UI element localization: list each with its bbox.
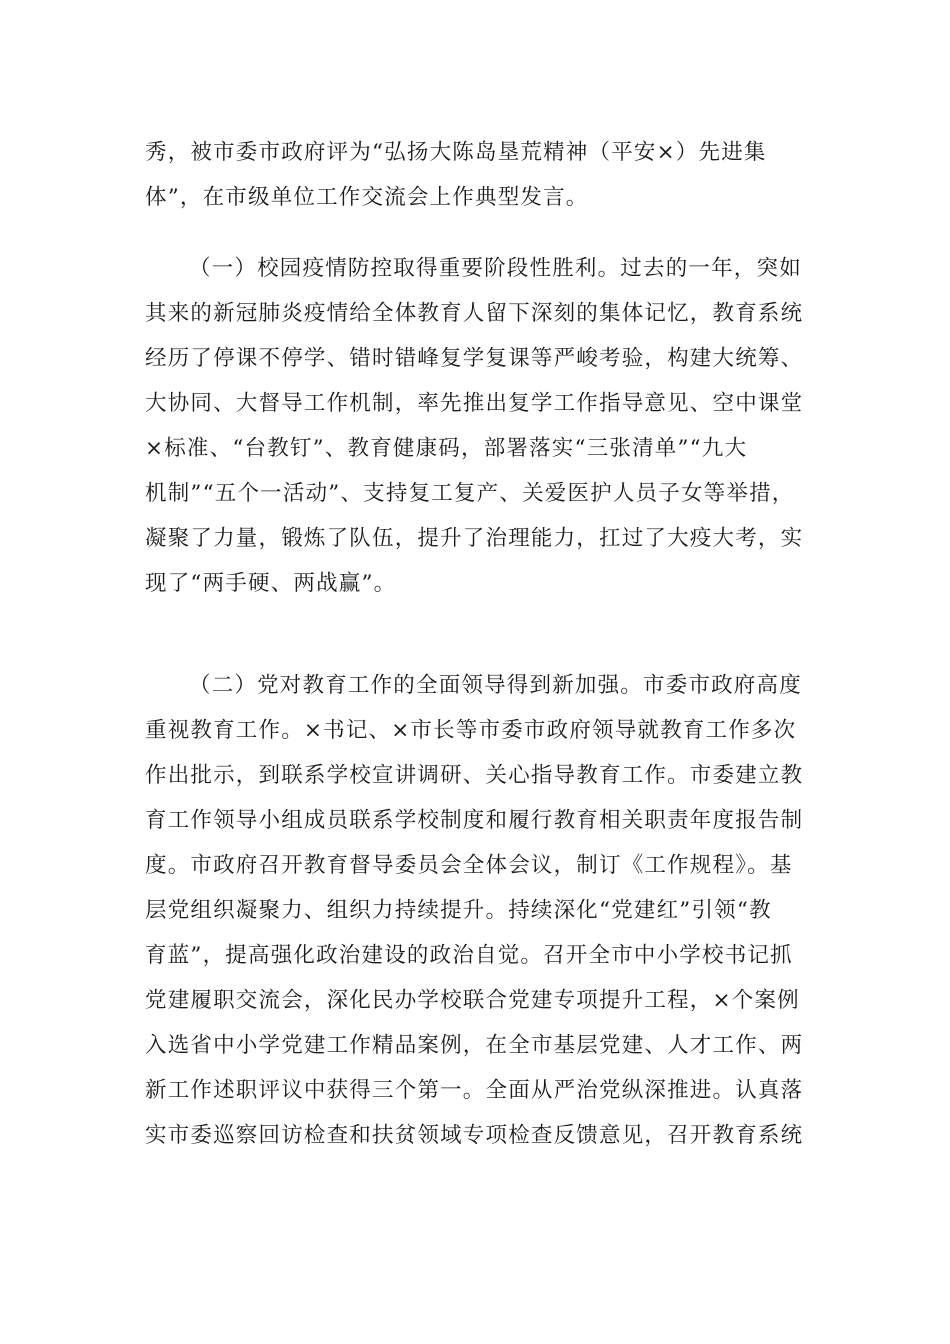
paragraph-continuation (145, 130, 805, 220)
text-line: 现了“两手硬、两战赢”。 (145, 571, 397, 596)
text-line: 其来的新冠肺炎疫情给全体教育人留下深刻的集体记忆，教育系统 (145, 301, 804, 326)
paragraph-section-2 (145, 663, 805, 1158)
text-line: 新工作述职评议中获得三个第一。全面从严治党纵深推进。认真落 (145, 1078, 804, 1103)
text-line: 重视教育工作。×书记、×市长等市委市政府领导就教育工作多次 (145, 718, 797, 743)
text-line: （二）党对教育工作的全面领导得到新加强。市委市政府高度 (189, 673, 802, 698)
text-line: 实市委巡察回访检查和扶贫领域专项检查反馈意见，召开教育系统 (145, 1123, 804, 1148)
text-line: 大协同、大督导工作机制，率先推出复学工作指导意见、空中课堂 (145, 391, 804, 416)
paragraph-section-1 (145, 246, 805, 606)
text-line: 度。市政府召开教育督导委员会全体会议，制订《工作规程》。基 (145, 853, 793, 878)
text-line: ×标准、“台教钉”、教育健康码，部署落实“三张清单”“九大 (145, 436, 748, 461)
text-line: 秀，被市委市政府评为“弘扬大陈岛垦荒精神（平安×）先进集 (145, 140, 767, 165)
text-line: 凝聚了力量，锻炼了队伍，提升了治理能力，扛过了大疫大考，实 (145, 526, 804, 551)
text-line: 机制”“五个一活动”、支持复工复产、关爱医护人员子女等举措， (145, 481, 795, 506)
text-line: 党建履职交流会，深化民办学校联合党建专项提升工程，×个案例 (145, 988, 800, 1013)
text-line: 体”，在市级单位工作交流会上作典型发言。 (145, 185, 589, 210)
text-line: （一）校园疫情防控取得重要阶段性胜利。过去的一年，突如 (189, 256, 802, 281)
text-line: 层党组织凝聚力、组织力持续提升。持续深化“党建红”引领“教 (145, 898, 772, 923)
text-line: 经历了停课不停学、错时错峰复学复课等严峻考验，构建大统筹、 (145, 346, 804, 371)
text-line: 入选省中小学党建工作精品案例，在全市基层党建、人才工作、两 (145, 1033, 804, 1058)
text-line: 育蓝”，提高强化政治建设的政治自觉。召开全市中小学校书记抓 (145, 943, 793, 968)
text-line: 育工作领导小组成员联系学校制度和履行教育相关职责年度报告制 (145, 808, 804, 833)
text-line: 作出批示，到联系学校宣讲调研、关心指导教育工作。市委建立教 (145, 763, 804, 788)
